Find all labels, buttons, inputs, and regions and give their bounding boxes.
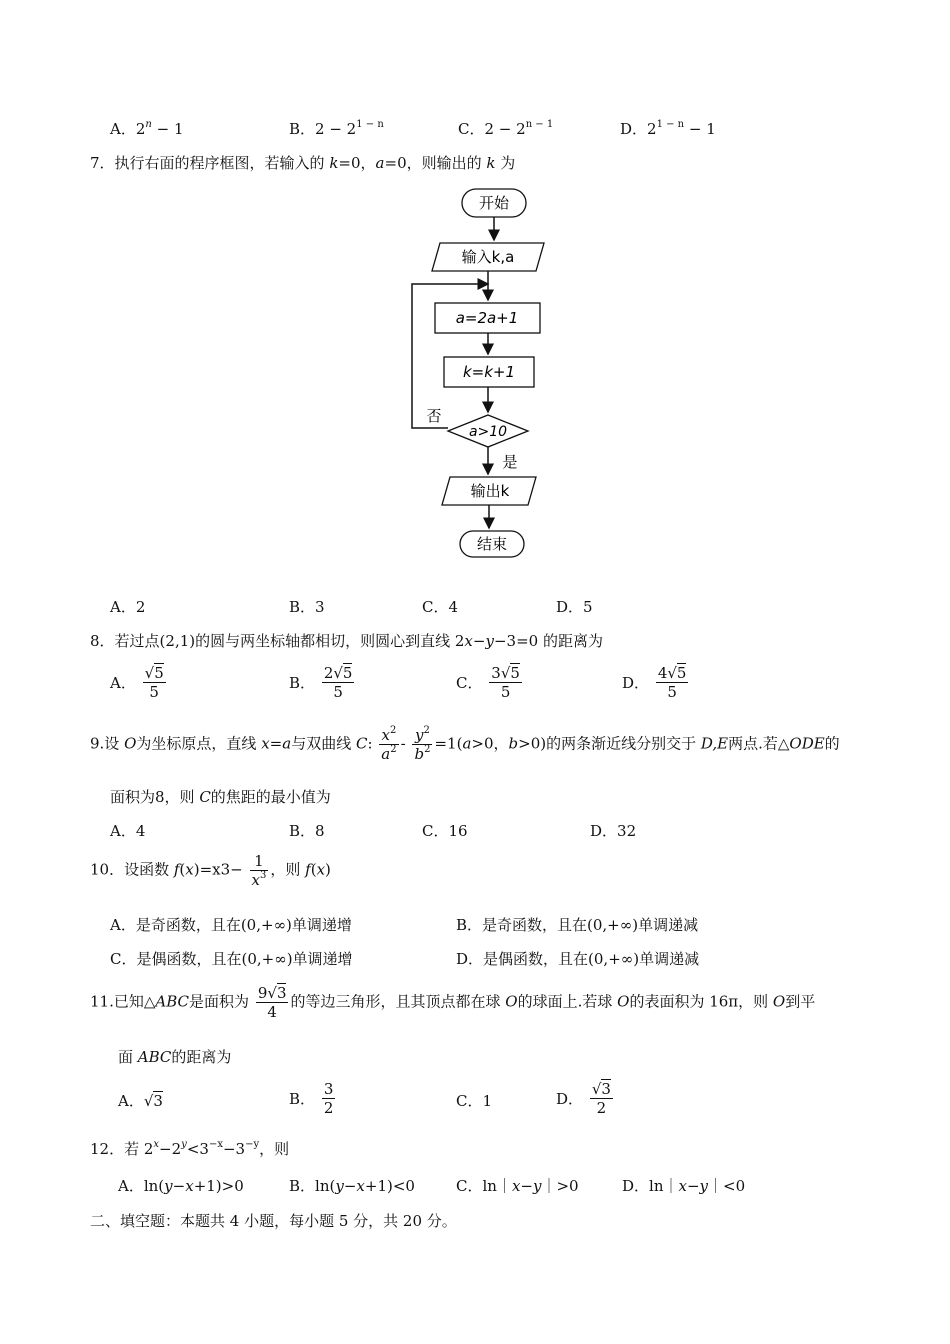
- q11-stem-line1: 11.已知△ABC是面积为 $\frac{9√3}{4}$ 的等边三角形，且其顶点都在球 O的球面上.若球 O的表面积为 16π，则 O到平: [90, 984, 816, 1021]
- q10-option-b: B．是奇函数，且在(0,+∞)单调递减: [456, 916, 699, 934]
- q11-option-d: D． $\frac{√3}{2}$: [556, 1080, 611, 1117]
- flow-yes-label: 是: [502, 453, 518, 471]
- q10-option-d: D．是偶函数，且在(0,+∞)单调递减: [456, 950, 700, 968]
- q11-option-b: B． $\frac{3}{2}$: [289, 1080, 334, 1117]
- q9-stem-line2: 面积为8，则 C的焦距的最小值为: [110, 788, 331, 806]
- q10-stem: 10．设函数 f(x)=x3− $\frac{1}{x^3}$ ，则 f(x): [90, 852, 331, 889]
- q11-option-c: C．1: [456, 1092, 493, 1110]
- q9-stem-line1: 9.设 O为坐标原点，直线 x=a与双曲线 C: $\frac{x^2}{a^2}$ - $\frac{y^2}{b^2}$ =1(a>0，b>0)的两条渐近线分别交于 D,E两点.若△ODE的: [90, 725, 840, 763]
- q7-option-c: C．4: [422, 598, 459, 616]
- q10-option-c: C．是偶函数，且在(0,+∞)单调递增: [110, 950, 353, 968]
- q11-option-a: A．√3: [118, 1092, 163, 1110]
- flow-input-label: 输入k,a: [461, 248, 515, 266]
- q6-option-c: C．$2 - 2^{n - 1}$: [458, 119, 554, 138]
- q8-option-d: D． $\frac{4√5}{5}$: [622, 664, 687, 701]
- q8-option-a: A． $\frac{√5}{5}$: [110, 664, 164, 701]
- q7-stem: 7．执行右面的程序框图，若输入的 k=0，a=0，则输出的 k 为: [90, 154, 516, 172]
- q10-option-a: A．是奇函数，且在(0,+∞)单调递增: [110, 916, 352, 934]
- flow-end-label: 结束: [476, 535, 508, 553]
- q7-option-d: D．5: [556, 598, 593, 616]
- q6-option-b: B．$2 - 2^{1 - n}$: [289, 119, 384, 138]
- q9-option-d: D．32: [590, 822, 637, 840]
- q7-option-a: A．2: [110, 598, 146, 616]
- q12-option-c: C．ln｜x−y｜>0: [456, 1177, 579, 1195]
- q12-option-a: A．ln(y−x+1)>0: [118, 1177, 244, 1195]
- q8-option-c: C． $\frac{3√5}{5}$: [456, 664, 520, 701]
- section-2-heading: 二、填空题：本题共 4 小题，每小题 5 分，共 20 分。: [90, 1212, 457, 1230]
- q9-option-c: C．16: [422, 822, 468, 840]
- flow-step1-label: a=2a+1: [455, 309, 519, 327]
- q9-option-b: B．8: [289, 822, 325, 840]
- q8-option-b: B． $\frac{2√5}{5}$: [289, 664, 353, 701]
- q6-option-d: D．$2^{1 - n} - 1$: [620, 119, 716, 138]
- q7-option-b: B．3: [289, 598, 325, 616]
- q8-stem: 8．若过点(2,1)的圆与两坐标轴都相切，则圆心到直线 2x−y−3=0 的距离为: [90, 632, 603, 650]
- q12-option-d: D．ln｜x−y｜<0: [622, 1177, 746, 1195]
- flow-condition-label: a>10: [468, 424, 508, 440]
- q11-stem-line2: 面 ABC的距离为: [118, 1048, 232, 1066]
- flow-start-label: 开始: [478, 194, 510, 212]
- q12-stem: 12．若 $2^x-2^y<3^{-x}-3^{-y}$，则: [90, 1139, 290, 1158]
- flow-no-label: 否: [426, 407, 442, 425]
- flow-step2-label: k=k+1: [462, 363, 516, 381]
- q7-flowchart: [400, 185, 550, 565]
- q6-option-a: A．$2^n - 1$: [110, 119, 184, 138]
- flow-output-label: 输出k: [470, 482, 510, 500]
- q12-option-b: B．ln(y−x+1)<0: [289, 1177, 415, 1195]
- q9-option-a: A．4: [110, 822, 146, 840]
